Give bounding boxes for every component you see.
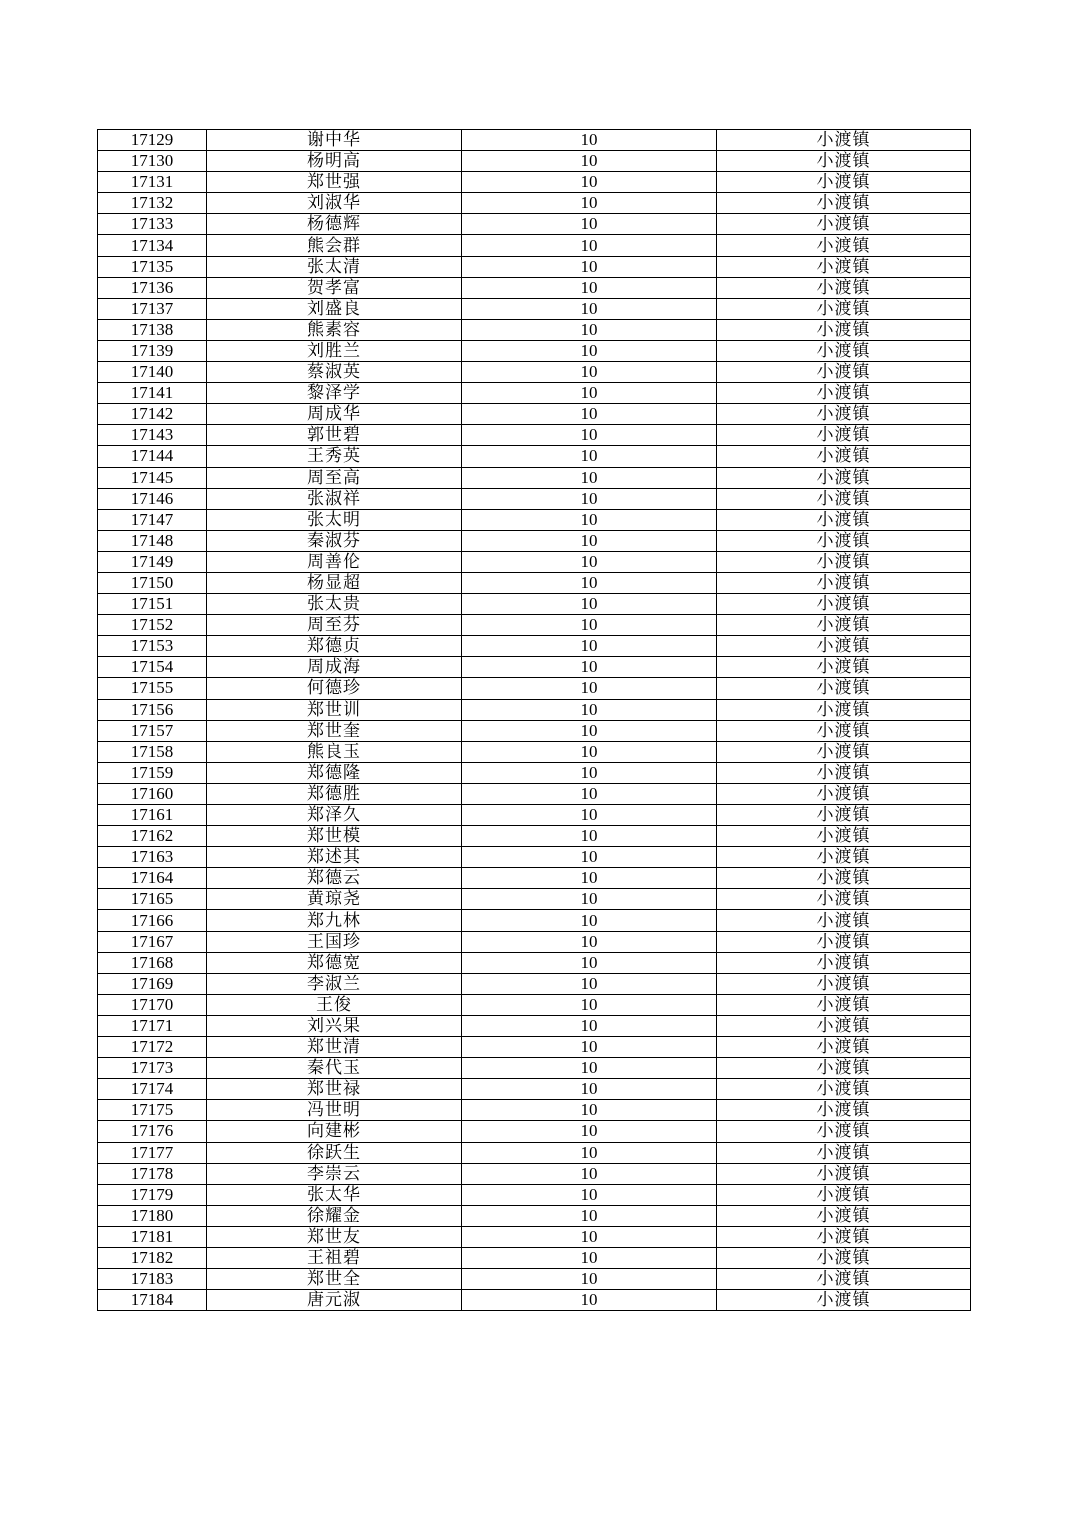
table-row xyxy=(98,826,971,847)
amount-cell: 10 xyxy=(462,1184,717,1205)
amount-cell: 10 xyxy=(462,488,717,509)
amount-cell: 10 xyxy=(462,952,717,973)
table-row xyxy=(98,151,971,172)
row-number-cell: 17175 xyxy=(98,1100,207,1121)
amount-cell: 10 xyxy=(462,551,717,572)
row-number-cell: 17142 xyxy=(98,404,207,425)
town-cell: 小渡镇 xyxy=(717,488,971,509)
row-number-cell: 17139 xyxy=(98,340,207,361)
town-cell: 小渡镇 xyxy=(717,805,971,826)
town-cell: 小渡镇 xyxy=(717,235,971,256)
town-cell: 小渡镇 xyxy=(717,615,971,636)
name-cell: 杨德辉 xyxy=(207,214,462,235)
amount-cell: 10 xyxy=(462,362,717,383)
table-row xyxy=(98,256,971,277)
name-cell: 郑世模 xyxy=(207,826,462,847)
amount-cell: 10 xyxy=(462,994,717,1015)
name-cell: 李崇云 xyxy=(207,1163,462,1184)
town-cell: 小渡镇 xyxy=(717,1058,971,1079)
table-row xyxy=(98,530,971,551)
table-row xyxy=(98,1163,971,1184)
name-cell: 郑世禄 xyxy=(207,1079,462,1100)
town-cell: 小渡镇 xyxy=(717,1121,971,1142)
row-number-cell: 17184 xyxy=(98,1290,207,1311)
town-cell: 小渡镇 xyxy=(717,762,971,783)
town-cell: 小渡镇 xyxy=(717,467,971,488)
amount-cell: 10 xyxy=(462,1079,717,1100)
town-cell: 小渡镇 xyxy=(717,1205,971,1226)
town-cell: 小渡镇 xyxy=(717,1142,971,1163)
town-cell: 小渡镇 xyxy=(717,994,971,1015)
amount-cell: 10 xyxy=(462,657,717,678)
town-cell: 小渡镇 xyxy=(717,889,971,910)
table-row xyxy=(98,1037,971,1058)
table-row xyxy=(98,615,971,636)
row-number-cell: 17157 xyxy=(98,720,207,741)
name-cell: 熊素容 xyxy=(207,319,462,340)
row-number-cell: 17141 xyxy=(98,383,207,404)
row-number-cell: 17169 xyxy=(98,973,207,994)
amount-cell: 10 xyxy=(462,530,717,551)
row-number-cell: 17172 xyxy=(98,1037,207,1058)
table-row xyxy=(98,889,971,910)
amount-cell: 10 xyxy=(462,1015,717,1036)
row-number-cell: 17137 xyxy=(98,298,207,319)
name-cell: 郑德胜 xyxy=(207,783,462,804)
row-number-cell: 17134 xyxy=(98,235,207,256)
table-row xyxy=(98,1226,971,1247)
town-cell: 小渡镇 xyxy=(717,509,971,530)
amount-cell: 10 xyxy=(462,467,717,488)
table-row xyxy=(98,298,971,319)
row-number-cell: 17150 xyxy=(98,572,207,593)
amount-cell: 10 xyxy=(462,1163,717,1184)
table-row xyxy=(98,1247,971,1268)
town-cell: 小渡镇 xyxy=(717,383,971,404)
row-number-cell: 17136 xyxy=(98,277,207,298)
row-number-cell: 17163 xyxy=(98,847,207,868)
name-cell: 郑德贞 xyxy=(207,636,462,657)
row-number-cell: 17161 xyxy=(98,805,207,826)
amount-cell: 10 xyxy=(462,805,717,826)
town-cell: 小渡镇 xyxy=(717,572,971,593)
amount-cell: 10 xyxy=(462,720,717,741)
name-cell: 秦代玉 xyxy=(207,1058,462,1079)
amount-cell: 10 xyxy=(462,973,717,994)
amount-cell: 10 xyxy=(462,1058,717,1079)
table-row xyxy=(98,741,971,762)
amount-cell: 10 xyxy=(462,277,717,298)
amount-cell: 10 xyxy=(462,214,717,235)
name-cell: 谢中华 xyxy=(207,130,462,151)
town-cell: 小渡镇 xyxy=(717,319,971,340)
row-number-cell: 17171 xyxy=(98,1015,207,1036)
amount-cell: 10 xyxy=(462,298,717,319)
table-row xyxy=(98,1121,971,1142)
town-cell: 小渡镇 xyxy=(717,973,971,994)
name-cell: 周至高 xyxy=(207,467,462,488)
town-cell: 小渡镇 xyxy=(717,720,971,741)
row-number-cell: 17168 xyxy=(98,952,207,973)
name-cell: 刘盛良 xyxy=(207,298,462,319)
row-number-cell: 17138 xyxy=(98,319,207,340)
amount-cell: 10 xyxy=(462,235,717,256)
amount-cell: 10 xyxy=(462,741,717,762)
row-number-cell: 17147 xyxy=(98,509,207,530)
town-cell: 小渡镇 xyxy=(717,256,971,277)
table-row xyxy=(98,130,971,151)
amount-cell: 10 xyxy=(462,594,717,615)
amount-cell: 10 xyxy=(462,425,717,446)
table-row xyxy=(98,720,971,741)
table-row xyxy=(98,678,971,699)
row-number-cell: 17177 xyxy=(98,1142,207,1163)
town-cell: 小渡镇 xyxy=(717,826,971,847)
amount-cell: 10 xyxy=(462,889,717,910)
row-number-cell: 17143 xyxy=(98,425,207,446)
town-cell: 小渡镇 xyxy=(717,1226,971,1247)
amount-cell: 10 xyxy=(462,615,717,636)
name-cell: 王国珍 xyxy=(207,931,462,952)
town-cell: 小渡镇 xyxy=(717,1163,971,1184)
table-row xyxy=(98,636,971,657)
table-row xyxy=(98,994,971,1015)
row-number-cell: 17181 xyxy=(98,1226,207,1247)
town-cell: 小渡镇 xyxy=(717,277,971,298)
name-cell: 张太华 xyxy=(207,1184,462,1205)
table-row xyxy=(98,467,971,488)
name-cell: 周成华 xyxy=(207,404,462,425)
name-cell: 向建彬 xyxy=(207,1121,462,1142)
amount-cell: 10 xyxy=(462,1226,717,1247)
row-number-cell: 17174 xyxy=(98,1079,207,1100)
name-cell: 徐耀金 xyxy=(207,1205,462,1226)
name-cell: 黄琼尧 xyxy=(207,889,462,910)
town-cell: 小渡镇 xyxy=(717,172,971,193)
data-table xyxy=(97,129,971,1311)
name-cell: 郑述其 xyxy=(207,847,462,868)
row-number-cell: 17148 xyxy=(98,530,207,551)
amount-cell: 10 xyxy=(462,783,717,804)
table-row xyxy=(98,1269,971,1290)
row-number-cell: 17166 xyxy=(98,910,207,931)
town-cell: 小渡镇 xyxy=(717,340,971,361)
table-row xyxy=(98,509,971,530)
table-row xyxy=(98,1079,971,1100)
row-number-cell: 17146 xyxy=(98,488,207,509)
name-cell: 周成海 xyxy=(207,657,462,678)
row-number-cell: 17158 xyxy=(98,741,207,762)
town-cell: 小渡镇 xyxy=(717,1037,971,1058)
row-number-cell: 17129 xyxy=(98,130,207,151)
town-cell: 小渡镇 xyxy=(717,214,971,235)
table-row xyxy=(98,488,971,509)
name-cell: 张太清 xyxy=(207,256,462,277)
row-number-cell: 17167 xyxy=(98,931,207,952)
amount-cell: 10 xyxy=(462,678,717,699)
table-row xyxy=(98,362,971,383)
amount-cell: 10 xyxy=(462,1247,717,1268)
table-row xyxy=(98,594,971,615)
town-cell: 小渡镇 xyxy=(717,594,971,615)
table-row xyxy=(98,193,971,214)
table-row xyxy=(98,551,971,572)
name-cell: 郑世友 xyxy=(207,1226,462,1247)
row-number-cell: 17159 xyxy=(98,762,207,783)
town-cell: 小渡镇 xyxy=(717,404,971,425)
town-cell: 小渡镇 xyxy=(717,657,971,678)
name-cell: 刘淑华 xyxy=(207,193,462,214)
town-cell: 小渡镇 xyxy=(717,530,971,551)
amount-cell: 10 xyxy=(462,868,717,889)
row-number-cell: 17179 xyxy=(98,1184,207,1205)
row-number-cell: 17183 xyxy=(98,1269,207,1290)
table-row xyxy=(98,1205,971,1226)
table-row xyxy=(98,214,971,235)
name-cell: 郑德宽 xyxy=(207,952,462,973)
name-cell: 郑九林 xyxy=(207,910,462,931)
town-cell: 小渡镇 xyxy=(717,1015,971,1036)
table-row xyxy=(98,425,971,446)
table-row xyxy=(98,277,971,298)
table-row xyxy=(98,868,971,889)
town-cell: 小渡镇 xyxy=(717,1184,971,1205)
table-row xyxy=(98,783,971,804)
town-cell: 小渡镇 xyxy=(717,446,971,467)
amount-cell: 10 xyxy=(462,1269,717,1290)
row-number-cell: 17130 xyxy=(98,151,207,172)
amount-cell: 10 xyxy=(462,699,717,720)
town-cell: 小渡镇 xyxy=(717,1247,971,1268)
town-cell: 小渡镇 xyxy=(717,425,971,446)
table-row xyxy=(98,235,971,256)
name-cell: 熊会群 xyxy=(207,235,462,256)
name-cell: 郭世碧 xyxy=(207,425,462,446)
amount-cell: 10 xyxy=(462,172,717,193)
table-row xyxy=(98,847,971,868)
amount-cell: 10 xyxy=(462,572,717,593)
name-cell: 李淑兰 xyxy=(207,973,462,994)
name-cell: 郑世训 xyxy=(207,699,462,720)
name-cell: 何德珍 xyxy=(207,678,462,699)
row-number-cell: 17135 xyxy=(98,256,207,277)
town-cell: 小渡镇 xyxy=(717,130,971,151)
name-cell: 郑德隆 xyxy=(207,762,462,783)
name-cell: 秦淑芬 xyxy=(207,530,462,551)
town-cell: 小渡镇 xyxy=(717,1290,971,1311)
table-row xyxy=(98,1100,971,1121)
name-cell: 蔡淑英 xyxy=(207,362,462,383)
name-cell: 熊良玉 xyxy=(207,741,462,762)
table-row xyxy=(98,910,971,931)
town-cell: 小渡镇 xyxy=(717,362,971,383)
row-number-cell: 17133 xyxy=(98,214,207,235)
name-cell: 郑德云 xyxy=(207,868,462,889)
name-cell: 徐跃生 xyxy=(207,1142,462,1163)
table-row xyxy=(98,1015,971,1036)
town-cell: 小渡镇 xyxy=(717,699,971,720)
row-number-cell: 17176 xyxy=(98,1121,207,1142)
town-cell: 小渡镇 xyxy=(717,1079,971,1100)
town-cell: 小渡镇 xyxy=(717,783,971,804)
table-row xyxy=(98,572,971,593)
row-number-cell: 17132 xyxy=(98,193,207,214)
table-row xyxy=(98,340,971,361)
amount-cell: 10 xyxy=(462,1205,717,1226)
amount-cell: 10 xyxy=(462,1142,717,1163)
table-row xyxy=(98,973,971,994)
row-number-cell: 17182 xyxy=(98,1247,207,1268)
amount-cell: 10 xyxy=(462,193,717,214)
row-number-cell: 17155 xyxy=(98,678,207,699)
table-row xyxy=(98,699,971,720)
name-cell: 贺孝富 xyxy=(207,277,462,298)
amount-cell: 10 xyxy=(462,636,717,657)
row-number-cell: 17151 xyxy=(98,594,207,615)
name-cell: 杨明高 xyxy=(207,151,462,172)
name-cell: 周善伦 xyxy=(207,551,462,572)
table-row xyxy=(98,383,971,404)
town-cell: 小渡镇 xyxy=(717,910,971,931)
table-row xyxy=(98,172,971,193)
row-number-cell: 17140 xyxy=(98,362,207,383)
town-cell: 小渡镇 xyxy=(717,678,971,699)
name-cell: 刘兴果 xyxy=(207,1015,462,1036)
name-cell: 王俊 xyxy=(207,994,462,1015)
amount-cell: 10 xyxy=(462,151,717,172)
amount-cell: 10 xyxy=(462,319,717,340)
amount-cell: 10 xyxy=(462,762,717,783)
amount-cell: 10 xyxy=(462,404,717,425)
name-cell: 郑世强 xyxy=(207,172,462,193)
amount-cell: 10 xyxy=(462,1290,717,1311)
name-cell: 王祖碧 xyxy=(207,1247,462,1268)
name-cell: 张太明 xyxy=(207,509,462,530)
amount-cell: 10 xyxy=(462,256,717,277)
row-number-cell: 17153 xyxy=(98,636,207,657)
table-row xyxy=(98,657,971,678)
amount-cell: 10 xyxy=(462,130,717,151)
amount-cell: 10 xyxy=(462,1037,717,1058)
town-cell: 小渡镇 xyxy=(717,551,971,572)
table-row xyxy=(98,1184,971,1205)
amount-cell: 10 xyxy=(462,340,717,361)
town-cell: 小渡镇 xyxy=(717,847,971,868)
row-number-cell: 17178 xyxy=(98,1163,207,1184)
name-cell: 张淑祥 xyxy=(207,488,462,509)
table-row xyxy=(98,1142,971,1163)
name-cell: 唐元淑 xyxy=(207,1290,462,1311)
amount-cell: 10 xyxy=(462,383,717,404)
name-cell: 杨显超 xyxy=(207,572,462,593)
amount-cell: 10 xyxy=(462,1121,717,1142)
town-cell: 小渡镇 xyxy=(717,741,971,762)
row-number-cell: 17149 xyxy=(98,551,207,572)
amount-cell: 10 xyxy=(462,910,717,931)
row-number-cell: 17165 xyxy=(98,889,207,910)
table-row xyxy=(98,762,971,783)
table-row xyxy=(98,1290,971,1311)
amount-cell: 10 xyxy=(462,847,717,868)
name-cell: 郑泽久 xyxy=(207,805,462,826)
table-row xyxy=(98,952,971,973)
table-body xyxy=(98,130,971,1311)
row-number-cell: 17156 xyxy=(98,699,207,720)
row-number-cell: 17154 xyxy=(98,657,207,678)
table-row xyxy=(98,404,971,425)
name-cell: 郑世全 xyxy=(207,1269,462,1290)
row-number-cell: 17152 xyxy=(98,615,207,636)
row-number-cell: 17170 xyxy=(98,994,207,1015)
table-row xyxy=(98,931,971,952)
town-cell: 小渡镇 xyxy=(717,952,971,973)
name-cell: 刘胜兰 xyxy=(207,340,462,361)
town-cell: 小渡镇 xyxy=(717,193,971,214)
row-number-cell: 17162 xyxy=(98,826,207,847)
town-cell: 小渡镇 xyxy=(717,151,971,172)
row-number-cell: 17144 xyxy=(98,446,207,467)
amount-cell: 10 xyxy=(462,931,717,952)
table-row xyxy=(98,446,971,467)
town-cell: 小渡镇 xyxy=(717,1100,971,1121)
row-number-cell: 17173 xyxy=(98,1058,207,1079)
name-cell: 冯世明 xyxy=(207,1100,462,1121)
town-cell: 小渡镇 xyxy=(717,298,971,319)
amount-cell: 10 xyxy=(462,826,717,847)
table-row xyxy=(98,805,971,826)
name-cell: 郑世奎 xyxy=(207,720,462,741)
table-row xyxy=(98,319,971,340)
table-row xyxy=(98,1058,971,1079)
name-cell: 王秀英 xyxy=(207,446,462,467)
row-number-cell: 17131 xyxy=(98,172,207,193)
name-cell: 张太贵 xyxy=(207,594,462,615)
town-cell: 小渡镇 xyxy=(717,1269,971,1290)
name-cell: 郑世清 xyxy=(207,1037,462,1058)
town-cell: 小渡镇 xyxy=(717,931,971,952)
name-cell: 黎泽学 xyxy=(207,383,462,404)
town-cell: 小渡镇 xyxy=(717,636,971,657)
row-number-cell: 17160 xyxy=(98,783,207,804)
amount-cell: 10 xyxy=(462,509,717,530)
amount-cell: 10 xyxy=(462,1100,717,1121)
row-number-cell: 17145 xyxy=(98,467,207,488)
row-number-cell: 17180 xyxy=(98,1205,207,1226)
name-cell: 周至芬 xyxy=(207,615,462,636)
town-cell: 小渡镇 xyxy=(717,868,971,889)
row-number-cell: 17164 xyxy=(98,868,207,889)
amount-cell: 10 xyxy=(462,446,717,467)
